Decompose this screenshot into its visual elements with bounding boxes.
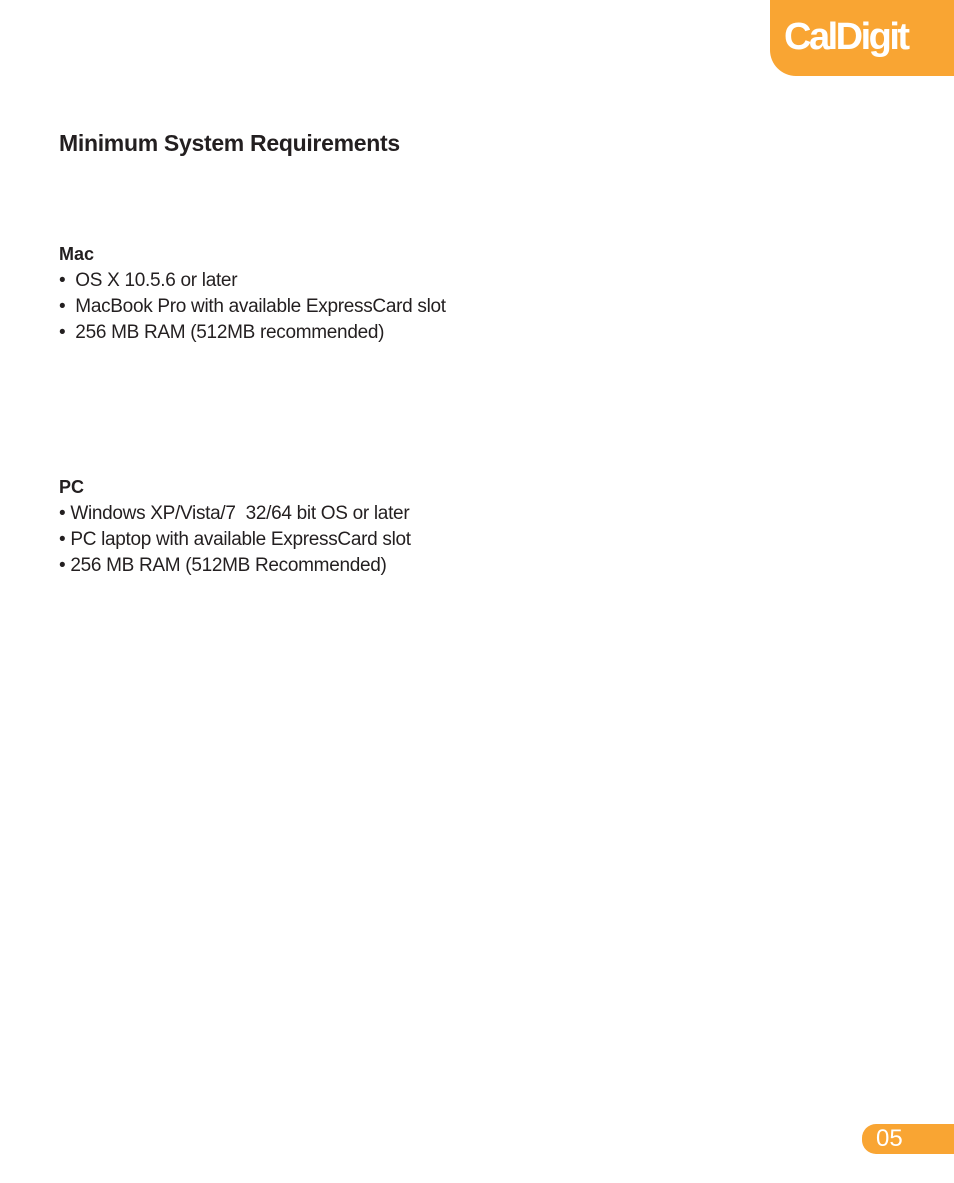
mac-requirements-list bbox=[59, 268, 446, 346]
mac-section-title: Mac bbox=[59, 244, 95, 264]
page-title: Minimum System Requirements bbox=[59, 130, 400, 156]
pc-requirements-section bbox=[59, 475, 411, 579]
pc-section-title: PC bbox=[59, 477, 85, 497]
page-number: 05 bbox=[876, 1125, 903, 1152]
mac-requirements-section bbox=[59, 242, 446, 346]
brand-logo: CalDigit bbox=[784, 16, 908, 58]
pc-requirements-list bbox=[59, 501, 411, 579]
list-item: • 256 MB RAM (512MB recommended) bbox=[59, 322, 385, 343]
list-item: • Windows XP/Vista/7 32/64 bit OS or later bbox=[59, 503, 410, 524]
list-item: • 256 MB RAM (512MB Recommended) bbox=[59, 555, 387, 576]
list-item: • PC laptop with available ExpressCard slot bbox=[59, 529, 411, 550]
list-item: • OS X 10.5.6 or later bbox=[59, 270, 238, 291]
page-number-tab bbox=[862, 1124, 954, 1154]
brand-logo-tab bbox=[770, 0, 954, 76]
list-item: • MacBook Pro with available ExpressCard slot bbox=[59, 296, 446, 317]
